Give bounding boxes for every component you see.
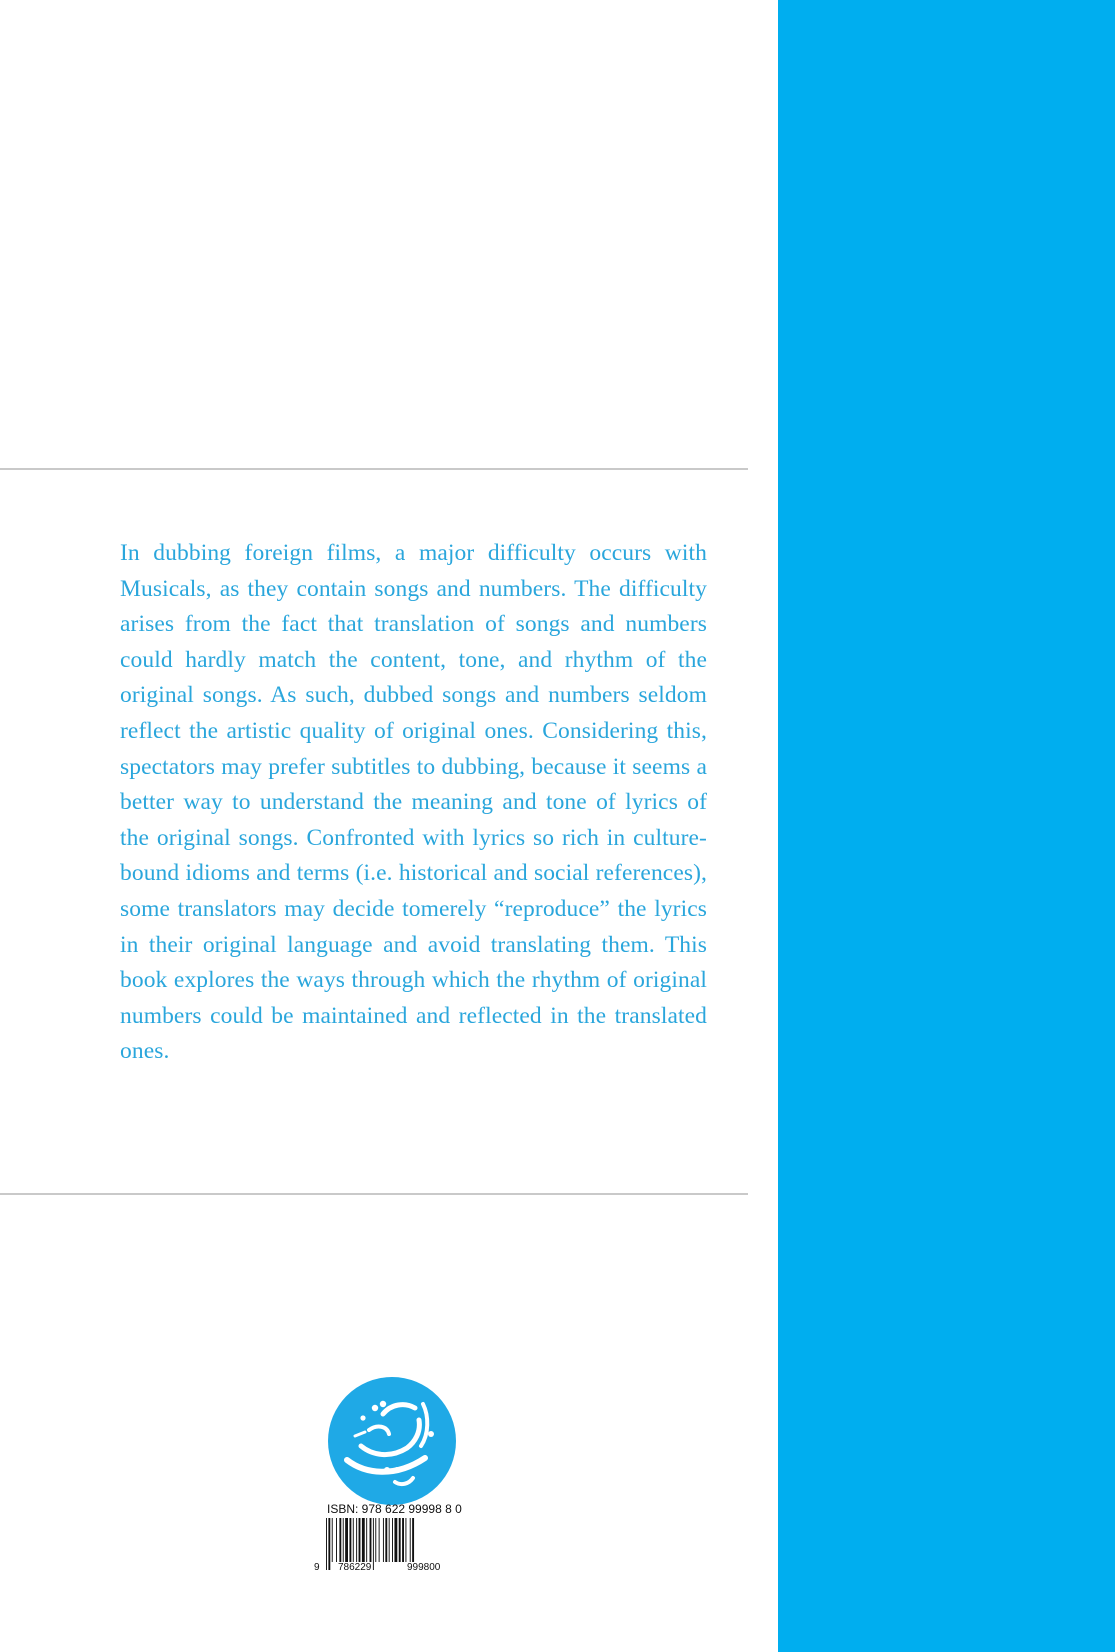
isbn-label: ISBN: 978 622 99998 8 0: [327, 1502, 462, 1516]
publisher-calligraphy-logo-icon: [325, 1374, 459, 1508]
barcode-left-digits: 786229: [338, 1562, 372, 1573]
back-cover-blurb: In dubbing foreign films, a major difficulty occurs with Musicals, as they contain songs and numbers. The difficulty arises from the fact that translation of songs and numbers could hardly match the content, tone, and rhythm of the original songs. As such, dubbed songs and numbers seldom reflect the artistic quality of original ones. Considering this, spectators may prefer subtitles to dubbing, because it seems a better way to understand the meaning and tone of lyrics of the original songs. Confronted with lyrics so rich in culture- bound idioms and terms (i.e. historical and social references), some translators may decide tomerely “reproduce” the lyrics in their original language and avoid translating them. This book explores the ways through which the rhythm of original numbers could be maintained and reflected in the translated ones.: [120, 540, 707, 1065]
barcode-right-digits: 999800: [407, 1562, 441, 1573]
cover-spine-panel: [778, 0, 1115, 1652]
top-divider: [0, 468, 748, 470]
bottom-divider: [0, 1193, 748, 1195]
barcode-first-digit: 9: [314, 1562, 320, 1573]
